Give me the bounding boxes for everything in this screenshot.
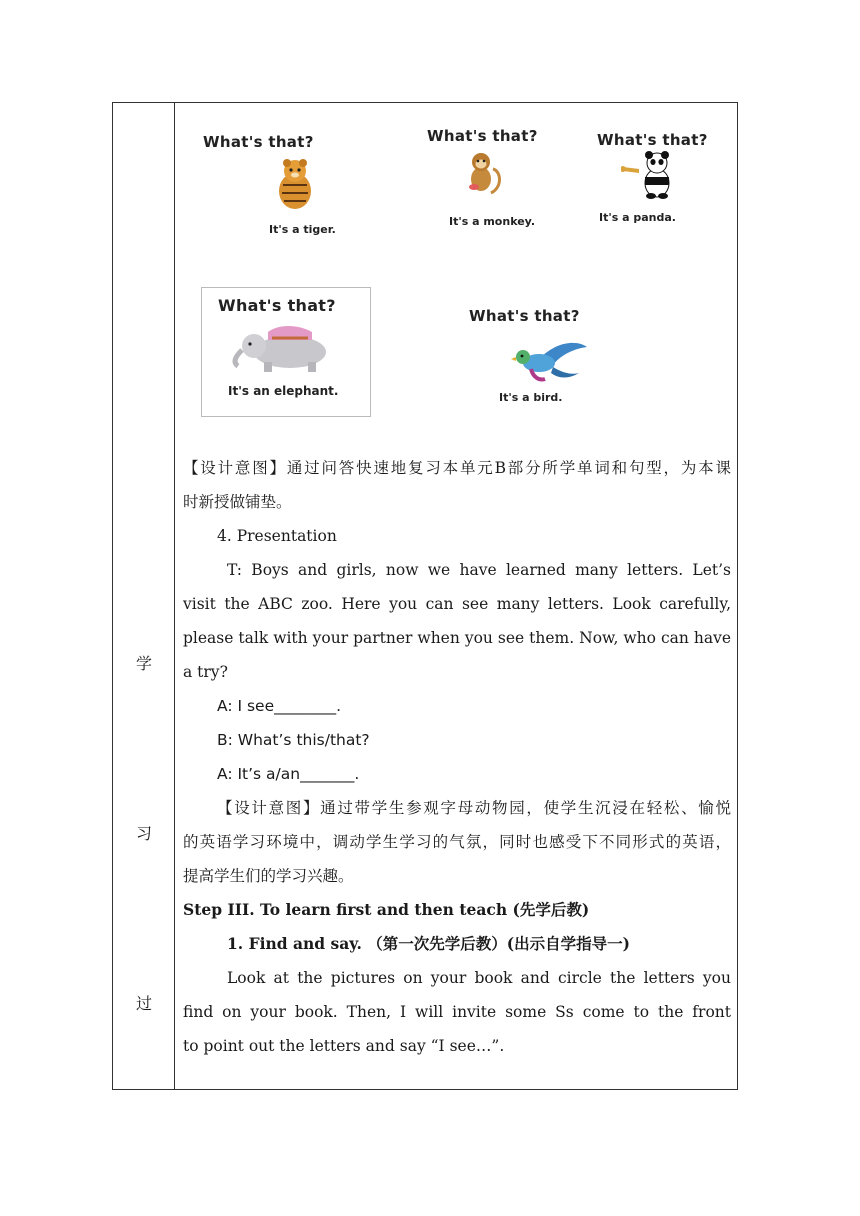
text-line: Look at the pictures on your book and circle the letters you bbox=[227, 969, 731, 987]
panda-icon bbox=[621, 149, 681, 199]
lesson-table bbox=[112, 102, 738, 1090]
text-line: to point out the letters and say “I see…”. bbox=[183, 1037, 505, 1055]
card-question: What's that? bbox=[218, 296, 336, 315]
text-line: please talk with your partner when you see them. Now, who can have bbox=[183, 629, 731, 647]
elephant-icon bbox=[228, 322, 340, 374]
text-line: visit the ABC zoo. Here you can see many letters. Look carefully, bbox=[183, 595, 731, 613]
bird-icon bbox=[509, 331, 589, 387]
panda-card bbox=[597, 131, 727, 231]
card-question: What's that? bbox=[597, 131, 708, 149]
sub-heading: 1. Find and say. （第一次先学后教）(出示自学指导一) bbox=[227, 934, 630, 953]
card-answer: It's a bird. bbox=[499, 391, 563, 404]
card-answer: It's a tiger. bbox=[269, 223, 336, 236]
card-answer: It's an elephant. bbox=[228, 384, 339, 398]
text-line: T: Boys and girls, now we have learned many letters. Let’s bbox=[227, 561, 731, 579]
bird-card bbox=[469, 307, 619, 417]
card-answer: It's a panda. bbox=[599, 211, 676, 224]
dialogue-line: A: It’s a/an_______. bbox=[217, 765, 360, 783]
card-question: What's that? bbox=[427, 127, 538, 145]
monkey-card bbox=[425, 127, 555, 237]
text-line: 提高学生们的学习兴趣。 bbox=[183, 867, 354, 885]
card-question: What's that? bbox=[203, 133, 314, 151]
text-line: find on your book. Then, I will invite some Ss come to the front bbox=[183, 1003, 731, 1021]
label-char-2: 习 bbox=[135, 824, 152, 843]
label-char-1: 学 bbox=[135, 654, 152, 673]
card-answer: It's a monkey. bbox=[449, 215, 536, 228]
card-question: What's that? bbox=[469, 307, 580, 325]
section-heading: 4. Presentation bbox=[217, 527, 337, 545]
lesson-text bbox=[183, 451, 731, 1063]
dialogue-line: A: I see________. bbox=[217, 697, 342, 715]
text-line: 时新授做铺垫。 bbox=[183, 493, 292, 511]
label-char-3: 过 bbox=[135, 994, 152, 1013]
step-heading: Step III. To learn first and then teach (先学后教) bbox=[183, 900, 590, 919]
monkey-icon bbox=[461, 149, 505, 197]
text-line: 的英语学习环境中，调动学生学习的气氛，同时也感受下不同形式的英语， bbox=[183, 833, 731, 851]
text-line: 【设计意图】通过带学生参观字母动物园，使学生沉浸在轻松、愉悦 bbox=[217, 799, 731, 817]
dialogue-line: B: What’s this/that? bbox=[217, 731, 370, 749]
left-label-column bbox=[113, 103, 175, 1089]
text-line: 【设计意图】通过问答快速地复习本单元B部分所学单词和句型，为本课 bbox=[183, 459, 731, 477]
text-line: a try? bbox=[183, 663, 228, 681]
tiger-card bbox=[201, 133, 371, 243]
tiger-icon bbox=[265, 155, 325, 215]
elephant-card bbox=[201, 287, 371, 417]
